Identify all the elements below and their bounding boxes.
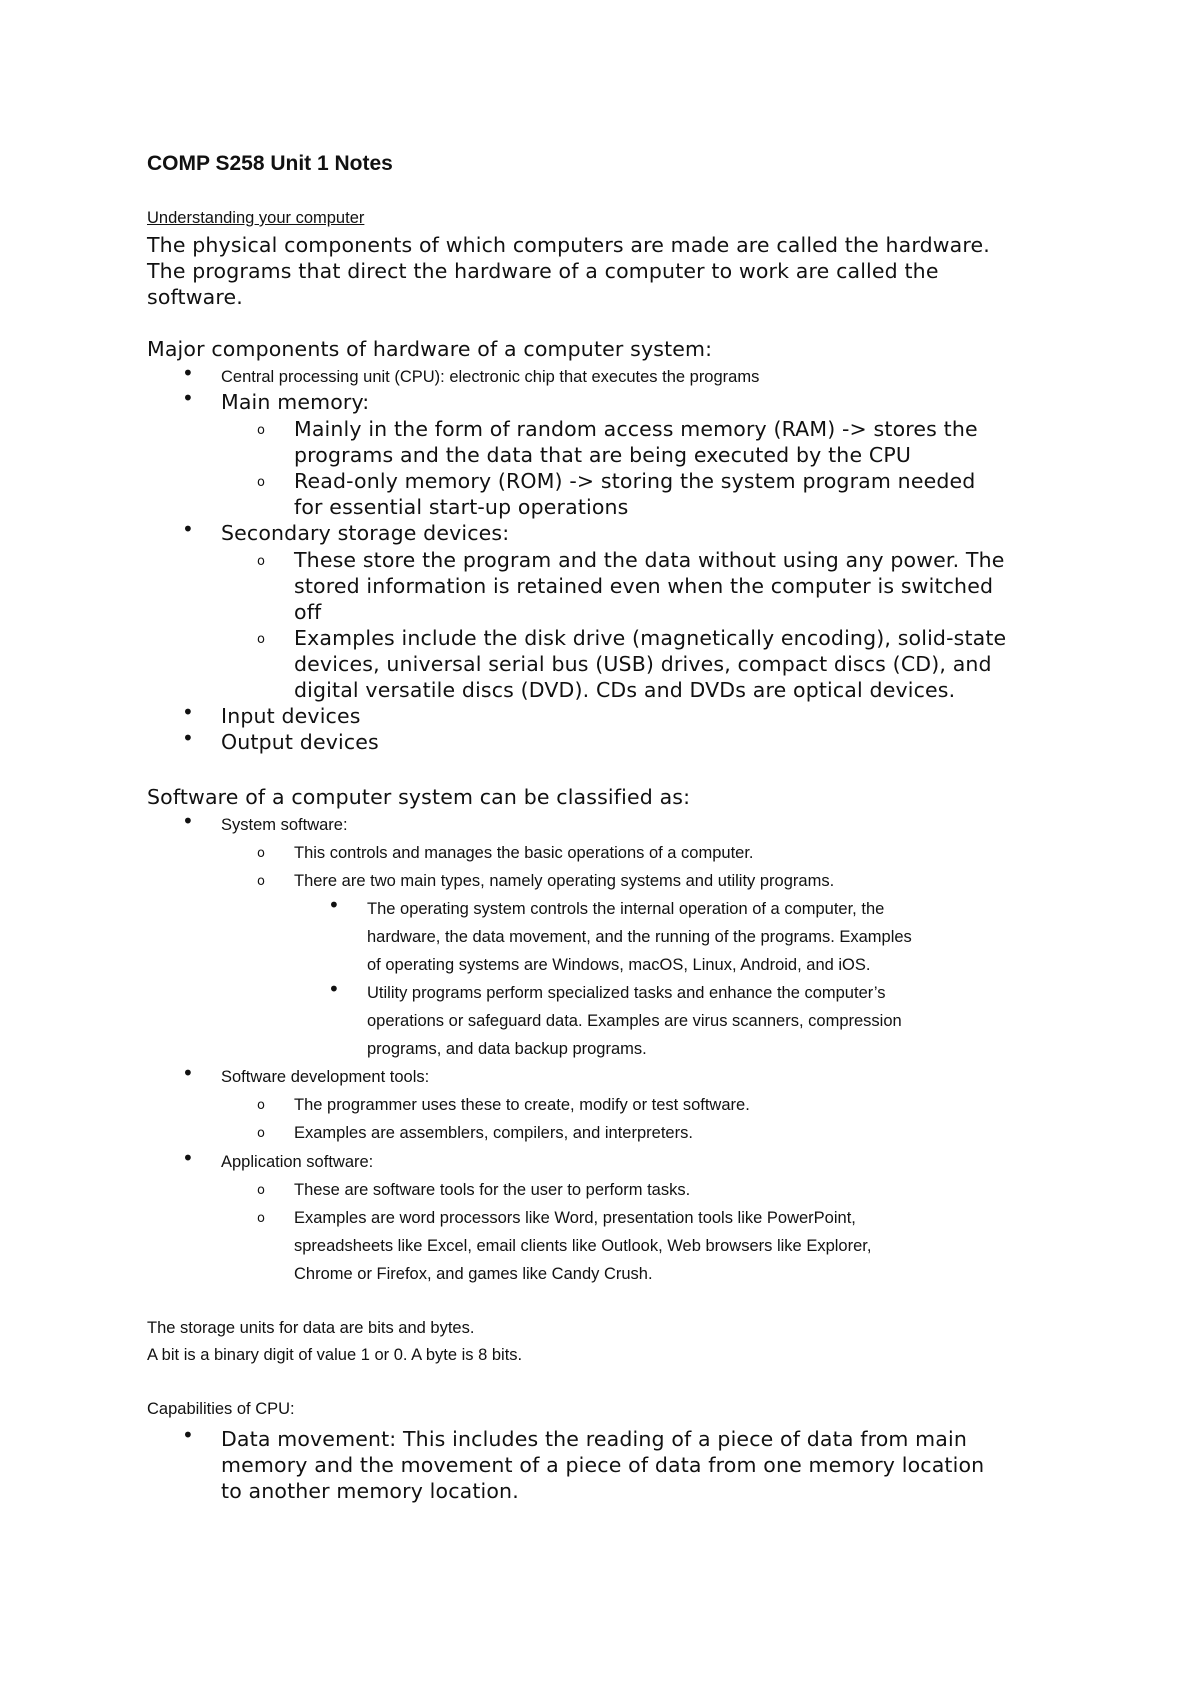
storage-line: A bit is a binary digit of value 1 or 0. A byte is 8 bits.: [147, 1346, 523, 1364]
cpu-capability-line: to another memory location.: [221, 1479, 519, 1503]
bullet-ring: o: [257, 1098, 265, 1113]
hardware-item-secondary: Secondary storage devices:: [221, 521, 510, 545]
intro-line: software.: [147, 285, 243, 309]
software-os-line: hardware, the data movement, and the running of the programs. Examples: [367, 928, 912, 946]
hardware-subitem-examples: digital versatile discs (DVD). CDs and DVDs are optical devices.: [294, 678, 956, 702]
hardware-subitem-store: These store the program and the data without using any power. The: [294, 548, 1005, 572]
software-heading: Software of a computer system can be classified as:: [147, 785, 691, 809]
bullet-dot: •: [182, 361, 194, 385]
hardware-subitem-examples: devices, universal serial bus (USB) drives, compact discs (CD), and: [294, 652, 992, 676]
storage-line: The storage units for data are bits and bytes.: [147, 1319, 475, 1337]
bullet-dot: •: [182, 1423, 194, 1447]
software-subitem: Examples are assemblers, compilers, and interpreters.: [294, 1124, 693, 1142]
bullet-dot: •: [328, 893, 340, 917]
hardware-item-input: Input devices: [221, 704, 361, 728]
hardware-subitem-rom: for essential start-up operations: [294, 495, 629, 519]
bullet-ring: o: [257, 554, 265, 569]
bullet-dot: •: [182, 1146, 194, 1170]
cpu-capability-line: memory and the movement of a piece of data from one memory location: [221, 1453, 985, 1477]
software-item-app: Application software:: [221, 1153, 374, 1171]
hardware-subitem-rom: Read-only memory (ROM) -> storing the system program needed: [294, 469, 976, 493]
hardware-item-output: Output devices: [221, 730, 379, 754]
bullet-ring: o: [257, 632, 265, 647]
hardware-subitem-ram: programs and the data that are being executed by the CPU: [294, 443, 912, 467]
cpu-capabilities-heading: Capabilities of CPU:: [147, 1400, 295, 1418]
bullet-ring: o: [257, 1126, 265, 1141]
software-app-examples-line: Examples are word processors like Word, presentation tools like PowerPoint,: [294, 1209, 856, 1227]
bullet-dot: •: [182, 726, 194, 750]
section-heading-understanding: Understanding your computer: [147, 209, 365, 227]
hardware-subitem-store: off: [294, 600, 322, 624]
software-app-examples-line: Chrome or Firefox, and games like Candy Crush.: [294, 1265, 653, 1283]
hardware-subitem-examples: Examples include the disk drive (magnetically encoding), solid-state: [294, 626, 1007, 650]
document-title: COMP S258 Unit 1 Notes: [147, 152, 393, 175]
bullet-dot: •: [182, 700, 194, 724]
bullet-ring: o: [257, 846, 265, 861]
bullet-ring: o: [257, 475, 265, 490]
intro-line: The programs that direct the hardware of a computer to work are called the: [147, 259, 939, 283]
bullet-dot: •: [182, 1061, 194, 1085]
bullet-dot: •: [182, 386, 194, 410]
hardware-subitem-ram: Mainly in the form of random access memory (RAM) -> stores the: [294, 417, 978, 441]
software-utility-line: programs, and data backup programs.: [367, 1040, 647, 1058]
intro-line: The physical components of which computers are made are called the hardware.: [147, 233, 990, 257]
software-item-system: System software:: [221, 816, 348, 834]
software-os-line: The operating system controls the internal operation of a computer, the: [367, 900, 885, 918]
bullet-dot: •: [182, 809, 194, 833]
bullet-dot: •: [328, 977, 340, 1001]
software-subitem: The programmer uses these to create, modify or test software.: [294, 1096, 750, 1114]
hardware-item-cpu: Central processing unit (CPU): electronic chip that executes the programs: [221, 368, 760, 386]
hardware-subitem-store: stored information is retained even when the computer is switched: [294, 574, 994, 598]
software-app-examples-line: spreadsheets like Excel, email clients like Outlook, Web browsers like Explorer,: [294, 1237, 872, 1255]
bullet-ring: o: [257, 874, 265, 889]
bullet-ring: o: [257, 423, 265, 438]
software-subitem: This controls and manages the basic operations of a computer.: [294, 844, 754, 862]
software-subitem: These are software tools for the user to perform tasks.: [294, 1181, 691, 1199]
bullet-dot: •: [182, 517, 194, 541]
software-subitem: There are two main types, namely operating systems and utility programs.: [294, 872, 835, 890]
software-utility-line: operations or safeguard data. Examples are virus scanners, compression: [367, 1012, 902, 1030]
cpu-capability-line: Data movement: This includes the reading of a piece of data from main: [221, 1427, 968, 1451]
hardware-item-main-memory: Main memory:: [221, 390, 370, 414]
bullet-ring: o: [257, 1183, 265, 1198]
software-item-dev: Software development tools:: [221, 1068, 430, 1086]
software-os-line: of operating systems are Windows, macOS, Linux, Android, and iOS.: [367, 956, 871, 974]
hardware-heading: Major components of hardware of a computer system:: [147, 337, 713, 361]
software-utility-line: Utility programs perform specialized tasks and enhance the computer’s: [367, 984, 886, 1002]
bullet-ring: o: [257, 1211, 265, 1226]
